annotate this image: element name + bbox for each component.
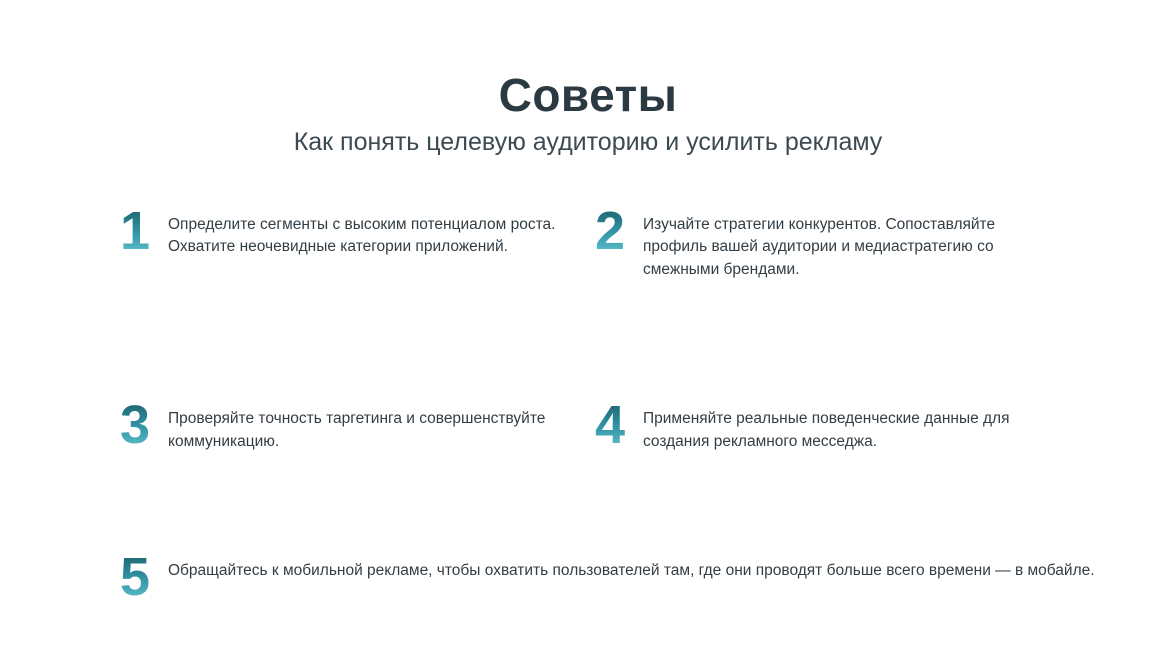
tip-text-2: Изучайте стратегии конкурентов. Сопоставляйте профиль вашей аудитории и медиастратегию со смежными брендами. (643, 216, 996, 278)
tip-item-5 (120, 547, 1095, 608)
row-spacer-1 (120, 281, 1070, 406)
page-subtitle: Как понять целевую аудиторию и усилить рекламу (293, 128, 883, 156)
tip-text-3: Проверяйте точность таргетинга и совершенствуйте коммуникацию. (168, 410, 546, 450)
tips-row-3 (120, 547, 1095, 608)
tip-text-1: Определите сегменты с высоким потенциалом роста. Охватите неочевидные категории приложений. (168, 216, 556, 256)
tip-number-2: 2 (595, 206, 643, 257)
tips-list (120, 201, 1095, 608)
tips-row-1 (120, 201, 1070, 281)
tip-text-4: Применяйте реальные поведенческие данные для создания рекламного месседжа. (643, 410, 1010, 450)
tip-number-5: 5 (120, 552, 168, 603)
page-title: Советы (498, 69, 678, 121)
tip-item-2 (595, 201, 1070, 281)
tip-item-1 (120, 201, 595, 281)
tip-number-4: 4 (595, 400, 643, 451)
tip-item-4 (595, 395, 1070, 456)
row-spacer-2 (120, 453, 1070, 558)
tip-item-3 (120, 395, 595, 456)
tips-row-2 (120, 395, 1070, 456)
tip-text-5: Обращайтесь к мобильной рекламе, чтобы охватить пользователей там, где они проводят больше всего времени — в мобайле. (168, 562, 1095, 580)
tip-number-3: 3 (120, 400, 168, 451)
tip-number-1: 1 (120, 206, 168, 257)
